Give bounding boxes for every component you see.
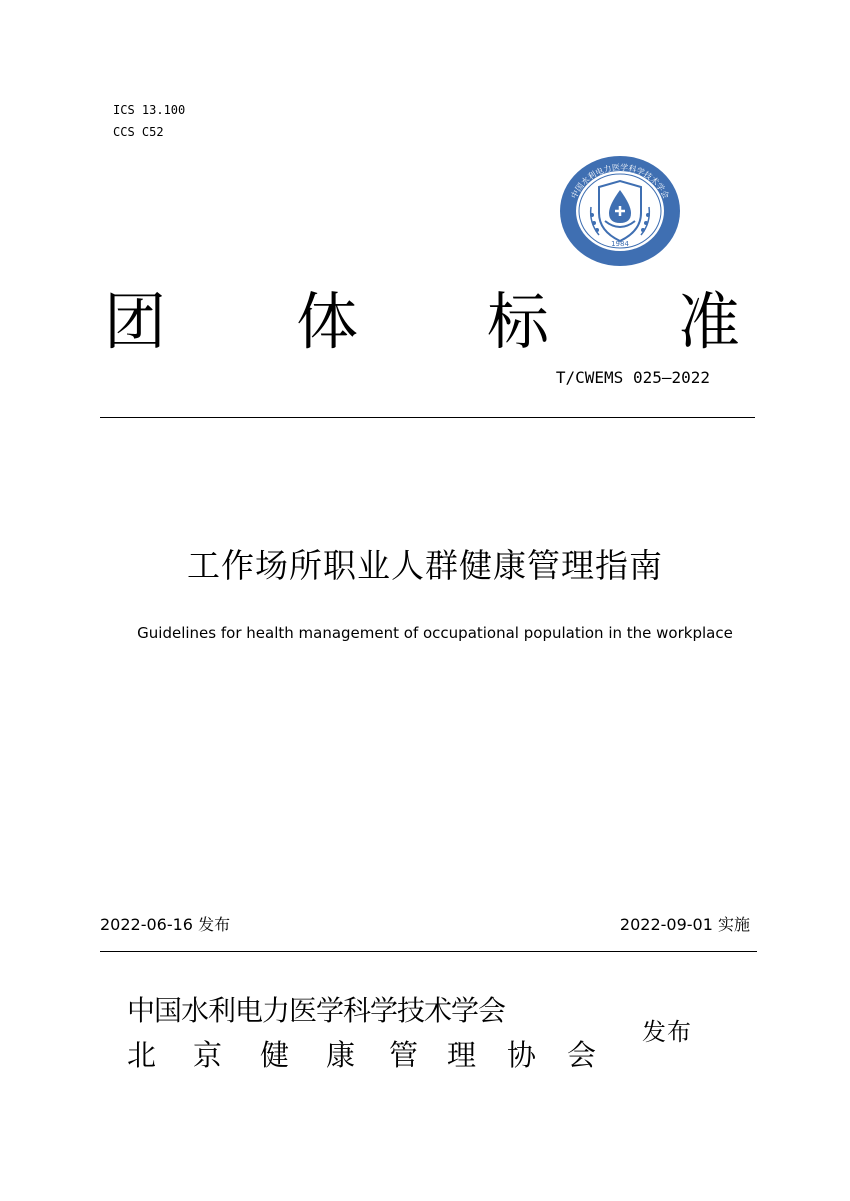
society-seal-logo <box>559 155 681 267</box>
ics-code: ICS 13.100 <box>113 103 186 117</box>
bottom-divider <box>100 951 757 952</box>
seal-arc-text: 中国水利电力医学科学技术学会 <box>569 162 671 201</box>
publisher-org-1: 中国水利电力医学科学技术学会 <box>127 994 506 1027</box>
heading-char-2: 体 <box>296 285 359 358</box>
org2-char: 北 <box>127 1038 157 1072</box>
document-title-english: Guidelines for health management of occupational population in the workplace <box>137 624 733 642</box>
heading-char-4: 准 <box>678 285 741 358</box>
heading-char-1: 团 <box>104 285 167 358</box>
top-divider <box>100 417 755 418</box>
ccs-code: CCS C52 <box>113 125 164 139</box>
effective-date: 2022-09-01 实施 <box>619 915 750 934</box>
publish-label: 发布 <box>642 1018 692 1046</box>
seal-year: 1984 <box>611 240 629 248</box>
org2-char: 会 <box>567 1038 597 1072</box>
org2-char: 康 <box>326 1038 356 1072</box>
issue-date: 2022-06-16 发布 <box>100 915 231 934</box>
org2-char: 理 <box>447 1038 477 1072</box>
org2-char: 管 <box>389 1038 419 1072</box>
org2-char: 协 <box>507 1038 537 1072</box>
standard-number: T/CWEMS 025—2022 <box>555 368 710 387</box>
document-title-chinese: 工作场所职业人群健康管理指南 <box>187 546 663 585</box>
seal-emblem-icon <box>559 155 681 267</box>
org2-char: 京 <box>193 1038 223 1072</box>
heading-char-3: 标 <box>487 285 550 358</box>
publisher-org-2 <box>127 1033 605 1072</box>
document-type-heading <box>100 282 755 362</box>
classification-codes <box>113 99 185 143</box>
org2-char: 健 <box>260 1038 290 1072</box>
